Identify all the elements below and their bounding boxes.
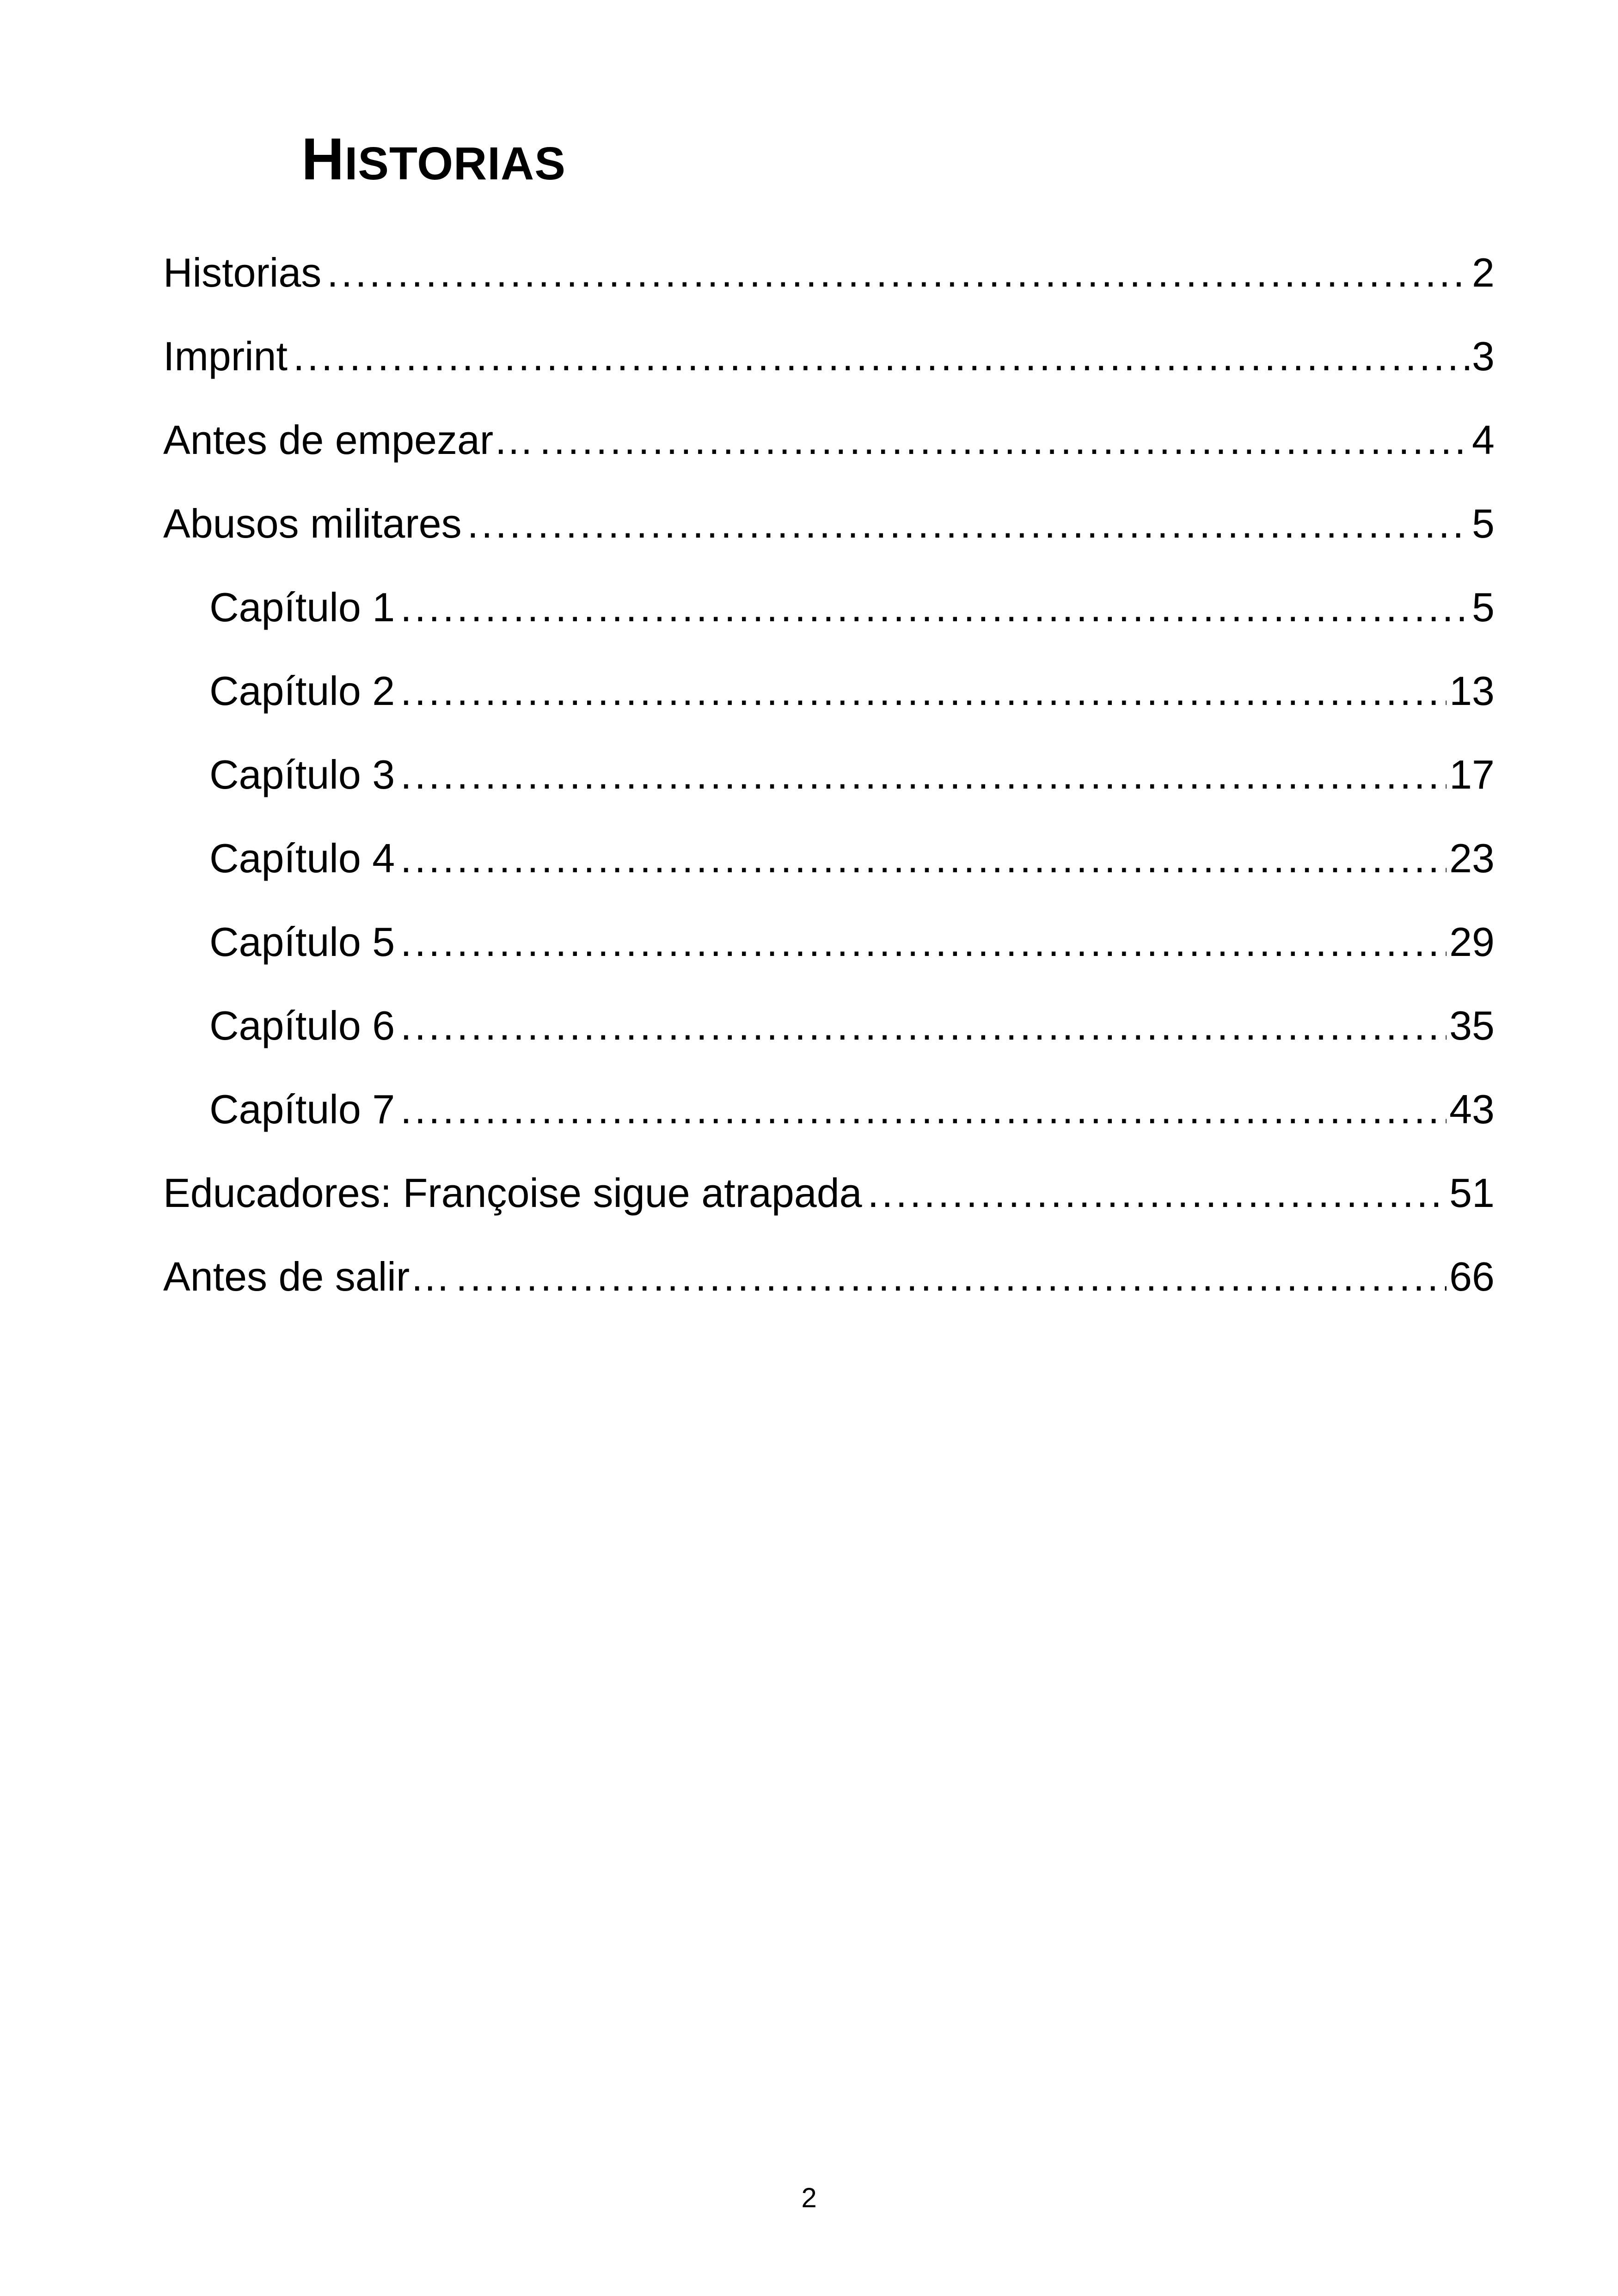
toc-dot-leader [400,833,1446,884]
toc-entry-capitulo-3[interactable] [163,749,1495,833]
toc-entry-label: Capítulo 2 [209,668,395,714]
toc-entry-label: Capítulo 5 [209,919,395,965]
toc-dot-leader [400,666,1446,716]
toc-entry-page: 5 [1472,584,1495,630]
toc-entry-page: 23 [1449,835,1495,881]
toc-dot-leader [327,247,1469,298]
toc-dot-leader [868,1168,1447,1218]
toc-entry-page: 43 [1449,1086,1495,1132]
toc-entry-page: 66 [1449,1254,1495,1299]
toc-entry-capitulo-4[interactable] [163,833,1495,917]
toc-entry-label: Capítulo 4 [209,835,395,881]
toc-entry-capitulo-2[interactable] [163,666,1495,749]
table-of-contents [163,247,1495,1335]
toc-entry-abusos-militares[interactable] [163,498,1495,582]
toc-entry-educadores[interactable] [163,1168,1495,1251]
toc-entry-page: 51 [1449,1170,1495,1216]
toc-dot-leader [400,917,1446,967]
toc-entry-antes-de-salir[interactable] [163,1251,1495,1335]
toc-entry-label: Antes de empezar… [163,417,534,463]
toc-entry-label: Imprint [163,333,288,379]
toc-entry-capitulo-6[interactable] [163,1000,1495,1084]
toc-entry-page: 17 [1449,752,1495,797]
toc-entry-page: 13 [1449,668,1495,714]
toc-dot-leader [400,1084,1446,1135]
toc-entry-page: 35 [1449,1003,1495,1048]
toc-entry-page: 3 [1472,333,1495,379]
toc-entry-label: Abusos militares [163,501,462,546]
toc-entry-label: Capítulo 6 [209,1003,395,1048]
page-title-first-letter: H [301,126,345,192]
toc-entry-label: Educadores: Françoise sigue atrapada [163,1170,862,1216]
toc-dot-leader [400,1000,1446,1051]
toc-entry-label: Antes de salir… [163,1254,451,1299]
toc-entry-imprint[interactable] [163,331,1495,415]
toc-entry-label: Capítulo 1 [209,584,395,630]
toc-entry-page: 4 [1472,417,1495,463]
toc-entry-page: 29 [1449,919,1495,965]
toc-dot-leader [467,498,1469,549]
toc-dot-leader [456,1251,1446,1302]
toc-entry-page: 2 [1472,250,1495,295]
toc-entry-capitulo-7[interactable] [163,1084,1495,1168]
toc-entry-capitulo-5[interactable] [163,917,1495,1000]
toc-entry-label: Capítulo 3 [209,752,395,797]
toc-entry-label: Historias [163,250,322,295]
toc-entry-historias[interactable] [163,247,1495,331]
toc-dot-leader [293,331,1469,382]
toc-dot-leader [400,582,1469,633]
toc-entry-page: 5 [1472,501,1495,546]
page-title [301,118,566,205]
page-title-rest: ISTORIAS [344,138,566,190]
page-number: 2 [801,2182,817,2213]
toc-entry-label: Capítulo 7 [209,1086,395,1132]
toc-entry-capitulo-1[interactable] [163,582,1495,666]
toc-dot-leader [539,415,1469,465]
toc-dot-leader [400,749,1446,800]
toc-entry-antes-de-empezar[interactable] [163,415,1495,498]
